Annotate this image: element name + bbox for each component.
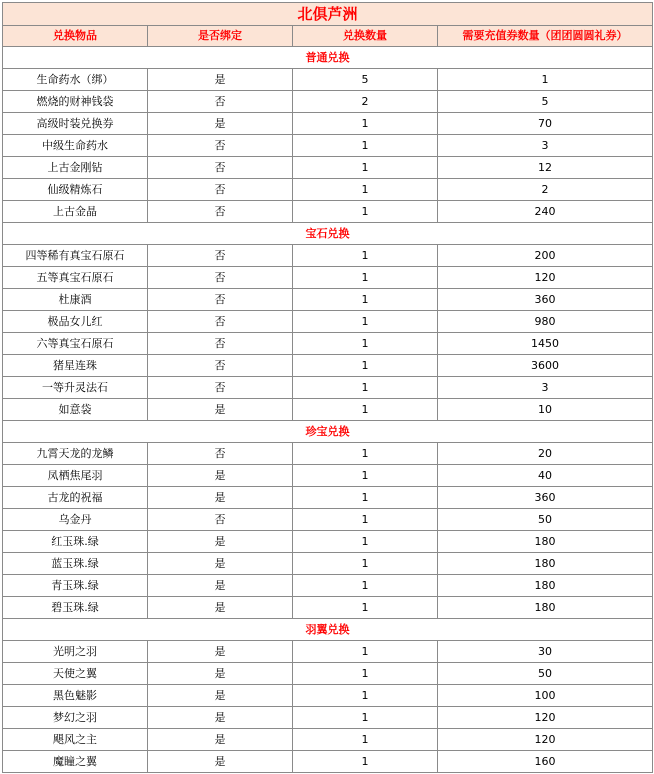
table-row xyxy=(3,333,653,355)
column-header-voucher-cost: 需要充值券数量（团团圆圆礼券） xyxy=(438,26,653,47)
voucher-cost-cell: 2 xyxy=(438,179,653,201)
table-row xyxy=(3,355,653,377)
quantity-cell: 1 xyxy=(293,135,438,157)
bound-cell: 否 xyxy=(148,311,293,333)
item-name-cell: 光明之羽 xyxy=(3,641,148,663)
voucher-cost-cell: 360 xyxy=(438,487,653,509)
table-row xyxy=(3,69,653,91)
quantity-cell: 1 xyxy=(293,311,438,333)
section-header-row xyxy=(3,47,653,69)
item-name-cell: 极品女儿红 xyxy=(3,311,148,333)
voucher-cost-cell: 50 xyxy=(438,663,653,685)
quantity-cell: 1 xyxy=(293,509,438,531)
item-name-cell: 青玉珠.绿 xyxy=(3,575,148,597)
item-name-cell: 六等真宝石原石 xyxy=(3,333,148,355)
table-row xyxy=(3,465,653,487)
section-title: 普通兑换 xyxy=(3,47,653,69)
item-name-cell: 中级生命药水 xyxy=(3,135,148,157)
quantity-cell: 2 xyxy=(293,91,438,113)
quantity-cell: 1 xyxy=(293,267,438,289)
section-title: 珍宝兑换 xyxy=(3,421,653,443)
item-name-cell: 红玉珠.绿 xyxy=(3,531,148,553)
bound-cell: 是 xyxy=(148,531,293,553)
voucher-cost-cell: 30 xyxy=(438,641,653,663)
voucher-cost-cell: 200 xyxy=(438,245,653,267)
section-title: 宝石兑换 xyxy=(3,223,653,245)
quantity-cell: 1 xyxy=(293,487,438,509)
item-name-cell: 乌金丹 xyxy=(3,509,148,531)
item-name-cell: 五等真宝石原石 xyxy=(3,267,148,289)
voucher-cost-cell: 3 xyxy=(438,135,653,157)
table-row xyxy=(3,509,653,531)
item-name-cell: 一等升灵法石 xyxy=(3,377,148,399)
exchange-table xyxy=(2,2,653,773)
bound-cell: 是 xyxy=(148,113,293,135)
quantity-cell: 1 xyxy=(293,685,438,707)
item-name-cell: 蓝玉珠.绿 xyxy=(3,553,148,575)
column-header-bound: 是否绑定 xyxy=(148,26,293,47)
voucher-cost-cell: 180 xyxy=(438,597,653,619)
voucher-cost-cell: 180 xyxy=(438,575,653,597)
exchange-table-body xyxy=(3,3,653,773)
table-row xyxy=(3,91,653,113)
item-name-cell: 杜康酒 xyxy=(3,289,148,311)
voucher-cost-cell: 12 xyxy=(438,157,653,179)
column-header-item: 兑换物品 xyxy=(3,26,148,47)
title-row xyxy=(3,3,653,26)
quantity-cell: 1 xyxy=(293,333,438,355)
bound-cell: 是 xyxy=(148,707,293,729)
voucher-cost-cell: 1 xyxy=(438,69,653,91)
item-name-cell: 上古金刚钻 xyxy=(3,157,148,179)
table-row xyxy=(3,685,653,707)
item-name-cell: 凤栖焦尾羽 xyxy=(3,465,148,487)
bound-cell: 是 xyxy=(148,729,293,751)
voucher-cost-cell: 5 xyxy=(438,91,653,113)
quantity-cell: 1 xyxy=(293,729,438,751)
bound-cell: 是 xyxy=(148,685,293,707)
bound-cell: 是 xyxy=(148,465,293,487)
table-row xyxy=(3,443,653,465)
table-row xyxy=(3,399,653,421)
item-name-cell: 魔瞳之翼 xyxy=(3,751,148,773)
table-row xyxy=(3,487,653,509)
bound-cell: 是 xyxy=(148,575,293,597)
bound-cell: 否 xyxy=(148,157,293,179)
table-row xyxy=(3,377,653,399)
bound-cell: 否 xyxy=(148,509,293,531)
item-name-cell: 黑色魅影 xyxy=(3,685,148,707)
voucher-cost-cell: 70 xyxy=(438,113,653,135)
voucher-cost-cell: 40 xyxy=(438,465,653,487)
quantity-cell: 1 xyxy=(293,553,438,575)
bound-cell: 否 xyxy=(148,355,293,377)
bound-cell: 否 xyxy=(148,201,293,223)
voucher-cost-cell: 120 xyxy=(438,707,653,729)
item-name-cell: 生命药水（绑） xyxy=(3,69,148,91)
item-name-cell: 梦幻之羽 xyxy=(3,707,148,729)
voucher-cost-cell: 240 xyxy=(438,201,653,223)
quantity-cell: 1 xyxy=(293,751,438,773)
section-title: 羽翼兑换 xyxy=(3,619,653,641)
voucher-cost-cell: 120 xyxy=(438,267,653,289)
voucher-cost-cell: 10 xyxy=(438,399,653,421)
quantity-cell: 1 xyxy=(293,289,438,311)
item-name-cell: 飓风之主 xyxy=(3,729,148,751)
table-row xyxy=(3,531,653,553)
voucher-cost-cell: 120 xyxy=(438,729,653,751)
voucher-cost-cell: 980 xyxy=(438,311,653,333)
quantity-cell: 1 xyxy=(293,641,438,663)
table-row xyxy=(3,135,653,157)
quantity-cell: 1 xyxy=(293,377,438,399)
voucher-cost-cell: 3 xyxy=(438,377,653,399)
voucher-cost-cell: 360 xyxy=(438,289,653,311)
section-header-row xyxy=(3,223,653,245)
table-row xyxy=(3,267,653,289)
item-name-cell: 猪星连珠 xyxy=(3,355,148,377)
table-row xyxy=(3,201,653,223)
quantity-cell: 1 xyxy=(293,179,438,201)
bound-cell: 是 xyxy=(148,399,293,421)
bound-cell: 否 xyxy=(148,179,293,201)
table-row xyxy=(3,751,653,773)
quantity-cell: 1 xyxy=(293,113,438,135)
item-name-cell: 如意袋 xyxy=(3,399,148,421)
voucher-cost-cell: 50 xyxy=(438,509,653,531)
bound-cell: 否 xyxy=(148,289,293,311)
quantity-cell: 1 xyxy=(293,245,438,267)
bound-cell: 是 xyxy=(148,751,293,773)
bound-cell: 是 xyxy=(148,487,293,509)
column-header-quantity: 兑换数量 xyxy=(293,26,438,47)
item-name-cell: 九霄天龙的龙鳞 xyxy=(3,443,148,465)
table-row xyxy=(3,113,653,135)
bound-cell: 否 xyxy=(148,267,293,289)
quantity-cell: 1 xyxy=(293,707,438,729)
item-name-cell: 高级时装兑换券 xyxy=(3,113,148,135)
voucher-cost-cell: 100 xyxy=(438,685,653,707)
table-row xyxy=(3,707,653,729)
table-row xyxy=(3,553,653,575)
quantity-cell: 1 xyxy=(293,443,438,465)
quantity-cell: 1 xyxy=(293,597,438,619)
table-row xyxy=(3,311,653,333)
bound-cell: 是 xyxy=(148,597,293,619)
item-name-cell: 四等稀有真宝石原石 xyxy=(3,245,148,267)
bound-cell: 是 xyxy=(148,641,293,663)
quantity-cell: 1 xyxy=(293,355,438,377)
quantity-cell: 1 xyxy=(293,157,438,179)
item-name-cell: 燃烧的财神钱袋 xyxy=(3,91,148,113)
section-header-row xyxy=(3,421,653,443)
bound-cell: 否 xyxy=(148,91,293,113)
header-row xyxy=(3,26,653,47)
bound-cell: 否 xyxy=(148,377,293,399)
voucher-cost-cell: 180 xyxy=(438,531,653,553)
bound-cell: 是 xyxy=(148,663,293,685)
voucher-cost-cell: 1450 xyxy=(438,333,653,355)
bound-cell: 否 xyxy=(148,135,293,157)
item-name-cell: 仙级精炼石 xyxy=(3,179,148,201)
item-name-cell: 古龙的祝福 xyxy=(3,487,148,509)
table-row xyxy=(3,729,653,751)
table-row xyxy=(3,575,653,597)
voucher-cost-cell: 20 xyxy=(438,443,653,465)
bound-cell: 否 xyxy=(148,333,293,355)
quantity-cell: 1 xyxy=(293,531,438,553)
table-row xyxy=(3,663,653,685)
item-name-cell: 天使之翼 xyxy=(3,663,148,685)
table-row xyxy=(3,157,653,179)
bound-cell: 是 xyxy=(148,69,293,91)
quantity-cell: 1 xyxy=(293,575,438,597)
voucher-cost-cell: 3600 xyxy=(438,355,653,377)
voucher-cost-cell: 180 xyxy=(438,553,653,575)
table-row xyxy=(3,245,653,267)
table-row xyxy=(3,289,653,311)
quantity-cell: 1 xyxy=(293,201,438,223)
quantity-cell: 1 xyxy=(293,663,438,685)
table-row xyxy=(3,641,653,663)
page-title: 北俱芦洲 xyxy=(3,3,653,26)
voucher-cost-cell: 160 xyxy=(438,751,653,773)
table-row xyxy=(3,179,653,201)
bound-cell: 否 xyxy=(148,245,293,267)
quantity-cell: 1 xyxy=(293,465,438,487)
item-name-cell: 上古金晶 xyxy=(3,201,148,223)
quantity-cell: 5 xyxy=(293,69,438,91)
quantity-cell: 1 xyxy=(293,399,438,421)
table-row xyxy=(3,597,653,619)
section-header-row xyxy=(3,619,653,641)
bound-cell: 是 xyxy=(148,553,293,575)
item-name-cell: 碧玉珠.绿 xyxy=(3,597,148,619)
bound-cell: 否 xyxy=(148,443,293,465)
